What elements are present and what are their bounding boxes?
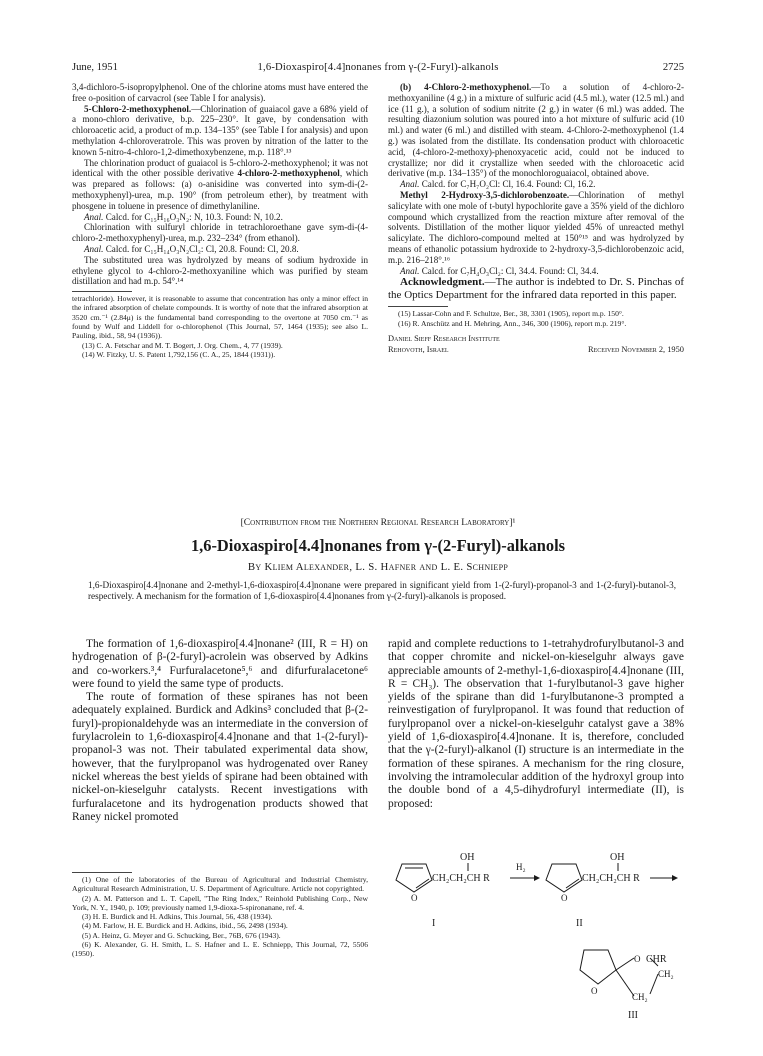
paragraph: (b) 4-Chloro-2-methoxyphenol.—To a solution of 4-chloro-2-methoxyaniline (4 g.) in a mixture of sulfuric acid (4.5 ml.), water (12.5 ml.) and ice (11 g.), a solution of sodium nitrite (2 g.) in water (6 ml.) was added. The resulting diazonium solution was poured into a hot mixture of sulfuric acid (10 ml.) and water (6 ml.) and distilled with steam. 4-Chloro-2-methoxyphenol (1.4 g.) was isolated from the distillate. Its condensation product with chloroacetic acid, (4-chloro-2-methoxy)-phenoxyacetic acid, could not be induced to crystallize; nor did it crystallize when seeded with the chloroacetic acid derivative (m.p. 134–135°) of the monochloroguaiacol, obtained above. — [388, 82, 684, 179]
paragraph: rapid and complete reductions to 1-tetrahydrofurylbutanol-3 and that copper chromite and nickel-on-kieselguhr always gave appreciable amounts of 2-methyl-1,6-dioxaspiro[4.4]nonane (III, R = CH₃). The observation that 1-furylbutanol-3 gave higher yields of the spirane than did 1-furylbutanone-3 prompted a reinvestigation of furylpropanol. It was found that reduction of furylpropanol over a nickel-on-kieselguhr catalyst gave a 38% yield of 1,6-dioxaspiro[4.4]nonane. It is, therefore, concluded that the γ-(2-furyl)-alkanol (I) structure is an intermediate in the formation of these spiranes. A mechanism for the ring closure, involving the intramolecular addition of the hydroxyl group into the double bond of a 4,5-dihydrofuryl intermediate (II), is proposed: — [388, 638, 684, 810]
compound-heading: 4-chloro-2-methoxyphenol — [237, 168, 340, 179]
footnotes — [72, 294, 368, 359]
article-footnotes — [72, 868, 368, 959]
compound-heading: 5-Chloro-2-methoxyphenol. — [84, 103, 192, 114]
analysis: Anal. Calcd. for C₇H₄O₃Cl₂: Cl, 34.4. Found: Cl, 34.4. — [400, 265, 599, 276]
prev-article-left-column — [72, 82, 368, 359]
paragraph: 3,4-dichloro-5-isopropylphenol. One of the chlorine atoms must have entered the free o-position of carvacrol (see Table I for analysis). — [72, 82, 368, 103]
footnote: (1) One of the laboratories of the Bureau of Agricultural and Industrial Chemistry, Agricultural Research Administration, U. S. Department of Agriculture. Article not copyrighted. — [72, 875, 368, 894]
footnote: (4) M. Farlow, H. E. Burdick and H. Adkins, ibid., 56, 2498 (1934). — [82, 921, 288, 931]
header-title: 1,6-Dioxaspiro[4.4]nonanes from γ-(2-Furyl)-alkanols — [257, 62, 499, 73]
footnote-divider — [388, 306, 448, 307]
paragraph: Methyl 2-Hydroxy-3,5-dichlorobenzoate.—Chlorination of methyl salicylate with one mole of t-butyl hypochlorite gave a 35% yield of the dichloro compound which crystallized from the reaction mixture after removal of the solvents. Distillation of the mother liquor yielded 45% of unreacted methyl salicylate. The dichloro-compound melted at 150°¹⁵ and was hydrolyzed by means of ethanolic potassium hydroxide to 2-hydroxy-3,5-dichlorobenzoic acid, m.p. 216–218°.¹⁶ — [388, 189, 684, 265]
analysis: Anal. Calcd. for C₁₅H₁₆O₃N₂: N, 10.3. Found: N, 10.2. — [84, 211, 283, 222]
reaction-scheme — [388, 846, 684, 1026]
institute-location: Rehovoth, Israel — [388, 344, 449, 354]
arrow-head — [534, 875, 540, 881]
analysis: Anal. Calcd. for C₁₅H₁₄O₃N₂Cl₂: Cl, 20.8. Found: Cl, 20.8. — [84, 243, 299, 254]
ring-oxygen: O — [411, 893, 418, 903]
chain-II: CH₂CH₂CH R — [582, 873, 640, 884]
compound-heading: (b) 4-Chloro-2-methoxyphenol. — [400, 82, 532, 92]
hydroxyl-II: OH — [610, 852, 625, 863]
footnote-divider — [72, 872, 132, 873]
paragraph: Chlorination with sulfuryl chloride in tetrachloroethane gave sym-di-(4-chloro-2-methoxyphenyl)-urea, m.p. 232–234° (from ethanol). — [72, 222, 368, 244]
dihydrofuran-ring-II — [546, 864, 582, 892]
footnote: (6) K. Alexander, G. H. Smith, L. S. Hafner and L. E. Schniepp, This Journal, 72, 5506 (1950). — [72, 940, 368, 959]
footnote: (3) H. E. Burdick and H. Adkins, This Journal, 56, 438 (1934). — [82, 912, 273, 922]
footnotes — [388, 309, 684, 328]
hydroxyl-I: OH — [460, 852, 475, 863]
paragraph: The substituted urea was hydrolyzed by means of sodium hydroxide in ethylene glycol to 4-chloro-2-methoxyaniline which was purified by steam distillation and had m.p. 54°.¹⁴ — [72, 254, 368, 287]
arrow-head — [672, 875, 678, 881]
article-abstract: 1,6-Dioxaspiro[4.4]nonane and 2-methyl-1,6-dioxaspiro[4.4]nonane were prepared in significant yield from 1-(2-furyl)-propanol-3 and 1-(2-furyl)-butanol-3, respectively. A mechanism for the formation of 1,6-dioxaspiro[4.4]nonanes from γ-(2-furyl)-alkanols is proposed. — [88, 580, 676, 601]
ch2-group: CH₂ — [632, 992, 648, 1002]
received-date: Received November 2, 1950 — [588, 344, 684, 354]
footnote: tetrachloride). However, it is reasonable to assume that concentration has only a minor effect in the infrared absorption of chelate compounds. It is worthy of note that the infrared absorption at 3520 cm.⁻¹ (2.84μ) is the fundamental band corresponding to the overtone at 7050 cm.⁻¹ as found by Wulf and Liddell for o-chlorophenol (This Journal, 57, 1464 (1935); see also L. Pauling, ibid., 58, 94 (1936)). — [72, 294, 368, 341]
footnote: (5) A. Heinz, G. Meyer and G. Schucking, Ber., 76B, 676 (1943). — [82, 930, 281, 940]
contribution-line: [Contribution from the Northern Regional Research Laboratory]¹ — [240, 517, 516, 528]
header-date: June, 1951 — [72, 62, 118, 73]
page-number: 2725 — [662, 62, 684, 73]
paragraph: The chlorination product of guaiacol is 5-chloro-2-methoxyphenol; it was not identical with the other possible derivative 4-chloro-2-methoxyphenol, which was prepared as follows: (a) o-anisidine was converted into sym-di-(2-methoxyphenyl)-urea, m.p. 190° (from petroleum ether), by treatment with phosgene in toluene in presence of dimethylaniline. — [72, 157, 368, 211]
prev-article-right-column — [388, 82, 684, 358]
hydrogen-reagent: H₂ — [516, 862, 526, 872]
analysis: Anal. Calcd. for C₇H₇O₂Cl: Cl, 16.4. Found: Cl, 16.2. — [400, 179, 596, 190]
footnote-divider — [72, 291, 132, 292]
compound-label-II: II — [576, 918, 583, 929]
chain-I: CH₂CH₂CH R — [432, 873, 490, 884]
acknowledgment: Acknowledgment.—The author is indebted to Dr. S. Pinchas of the Optics Department for the infrared data reported in this paper. — [388, 276, 684, 302]
footnote: (16) R. Anschütz and H. Mehring, Ann., 346, 300 (1906), report m.p. 219°. — [398, 318, 627, 328]
footnote: (2) A. M. Patterson and L. T. Capell, "The Ring Index," Reinhold Publishing Corp., New York, N. Y., 1940, p. 109; previously named 1,9-dioxa-5-spironanane, ref. 4. — [72, 893, 368, 912]
furan-ring-I — [396, 864, 432, 892]
paragraph: 5-Chloro-2-methoxyphenol.—Chlorination of guaiacol gave a 68% yield of a mono-chloro derivative, b.p. 225–230°. It gave, by condensation with chloroacetic acid, a product of m.p. 134–135° (see Table I for analysis) and upon methylation 4-chloroveratrole. This was proven by nitration of the latter to the known 5-nitro-4-chloro-1,2-dimethoxybenzene, m.p. 118°.¹³ — [72, 103, 368, 157]
footnote: (15) Lassar-Cohn and F. Schultze, Ber., 38, 3301 (1905), report m.p. 150°. — [398, 309, 624, 319]
footnote: (14) W. Fitzky, U. S. Patent 1,792,156 (C. A., 25, 1844 (1931)). — [82, 349, 276, 359]
paragraph: The formation of 1,6-dioxaspiro[4.4]nonane² (III, R = H) on hydrogenation of β-(2-furyl)-acrolein was observed by Adkins and co-workers.³,⁴ Furfuralacetone⁵,⁶ and difurfuralacetone⁶ were found to yield the same type of products. — [72, 638, 368, 690]
author-affiliation — [388, 334, 684, 358]
compound-label-I: I — [432, 918, 436, 929]
compound-heading: Methyl 2-Hydroxy-3,5-dichlorobenzoate. — [400, 189, 570, 200]
body-right-column — [388, 638, 684, 811]
article-authors: By Kliem Alexander, L. S. Hafner and L. E. Schniepp — [247, 561, 509, 573]
ch2-group: CH₂ — [658, 969, 674, 979]
footnote: (13) C. A. Fetschar and M. T. Bogert, J. Org. Chem., 4, 77 (1939). — [82, 340, 283, 350]
body-left-column — [72, 638, 368, 824]
article-title: 1,6-Dioxaspiro[4.4]nonanes from γ-(2-Furyl)-alkanols — [190, 536, 566, 555]
ring-oxygen: O — [634, 954, 641, 964]
ring-oxygen: O — [561, 893, 568, 903]
chr-group: CHR — [646, 954, 667, 965]
compound-label-III: III — [628, 1010, 638, 1021]
paragraph: The route of formation of these spiranes has not been adequately explained. Burdick and Adkins³ concluded that β-(2-furyl)-propionaldehyde was an intermediate in the conversion of furylacrolein to 1,6-dioxaspiro[4.4]nonane and that 1-(2-furyl)-propanol-3 was not. Their tabulated experimental data show, however, that the furylpropanol was hydrogenated over Raney nickel whereas the best yields of spirane had been obtained with nickel-on-kieselguhr catalysts. Recent investigations with furfuralacetone and its hydrogenation products showed that Raney nickel promoted — [72, 691, 368, 823]
ring-oxygen: O — [591, 986, 598, 996]
running-header — [72, 62, 684, 76]
reaction-scheme-drawing — [388, 846, 684, 1026]
institute-name: Daniel Sieff Research Institute — [388, 333, 500, 343]
